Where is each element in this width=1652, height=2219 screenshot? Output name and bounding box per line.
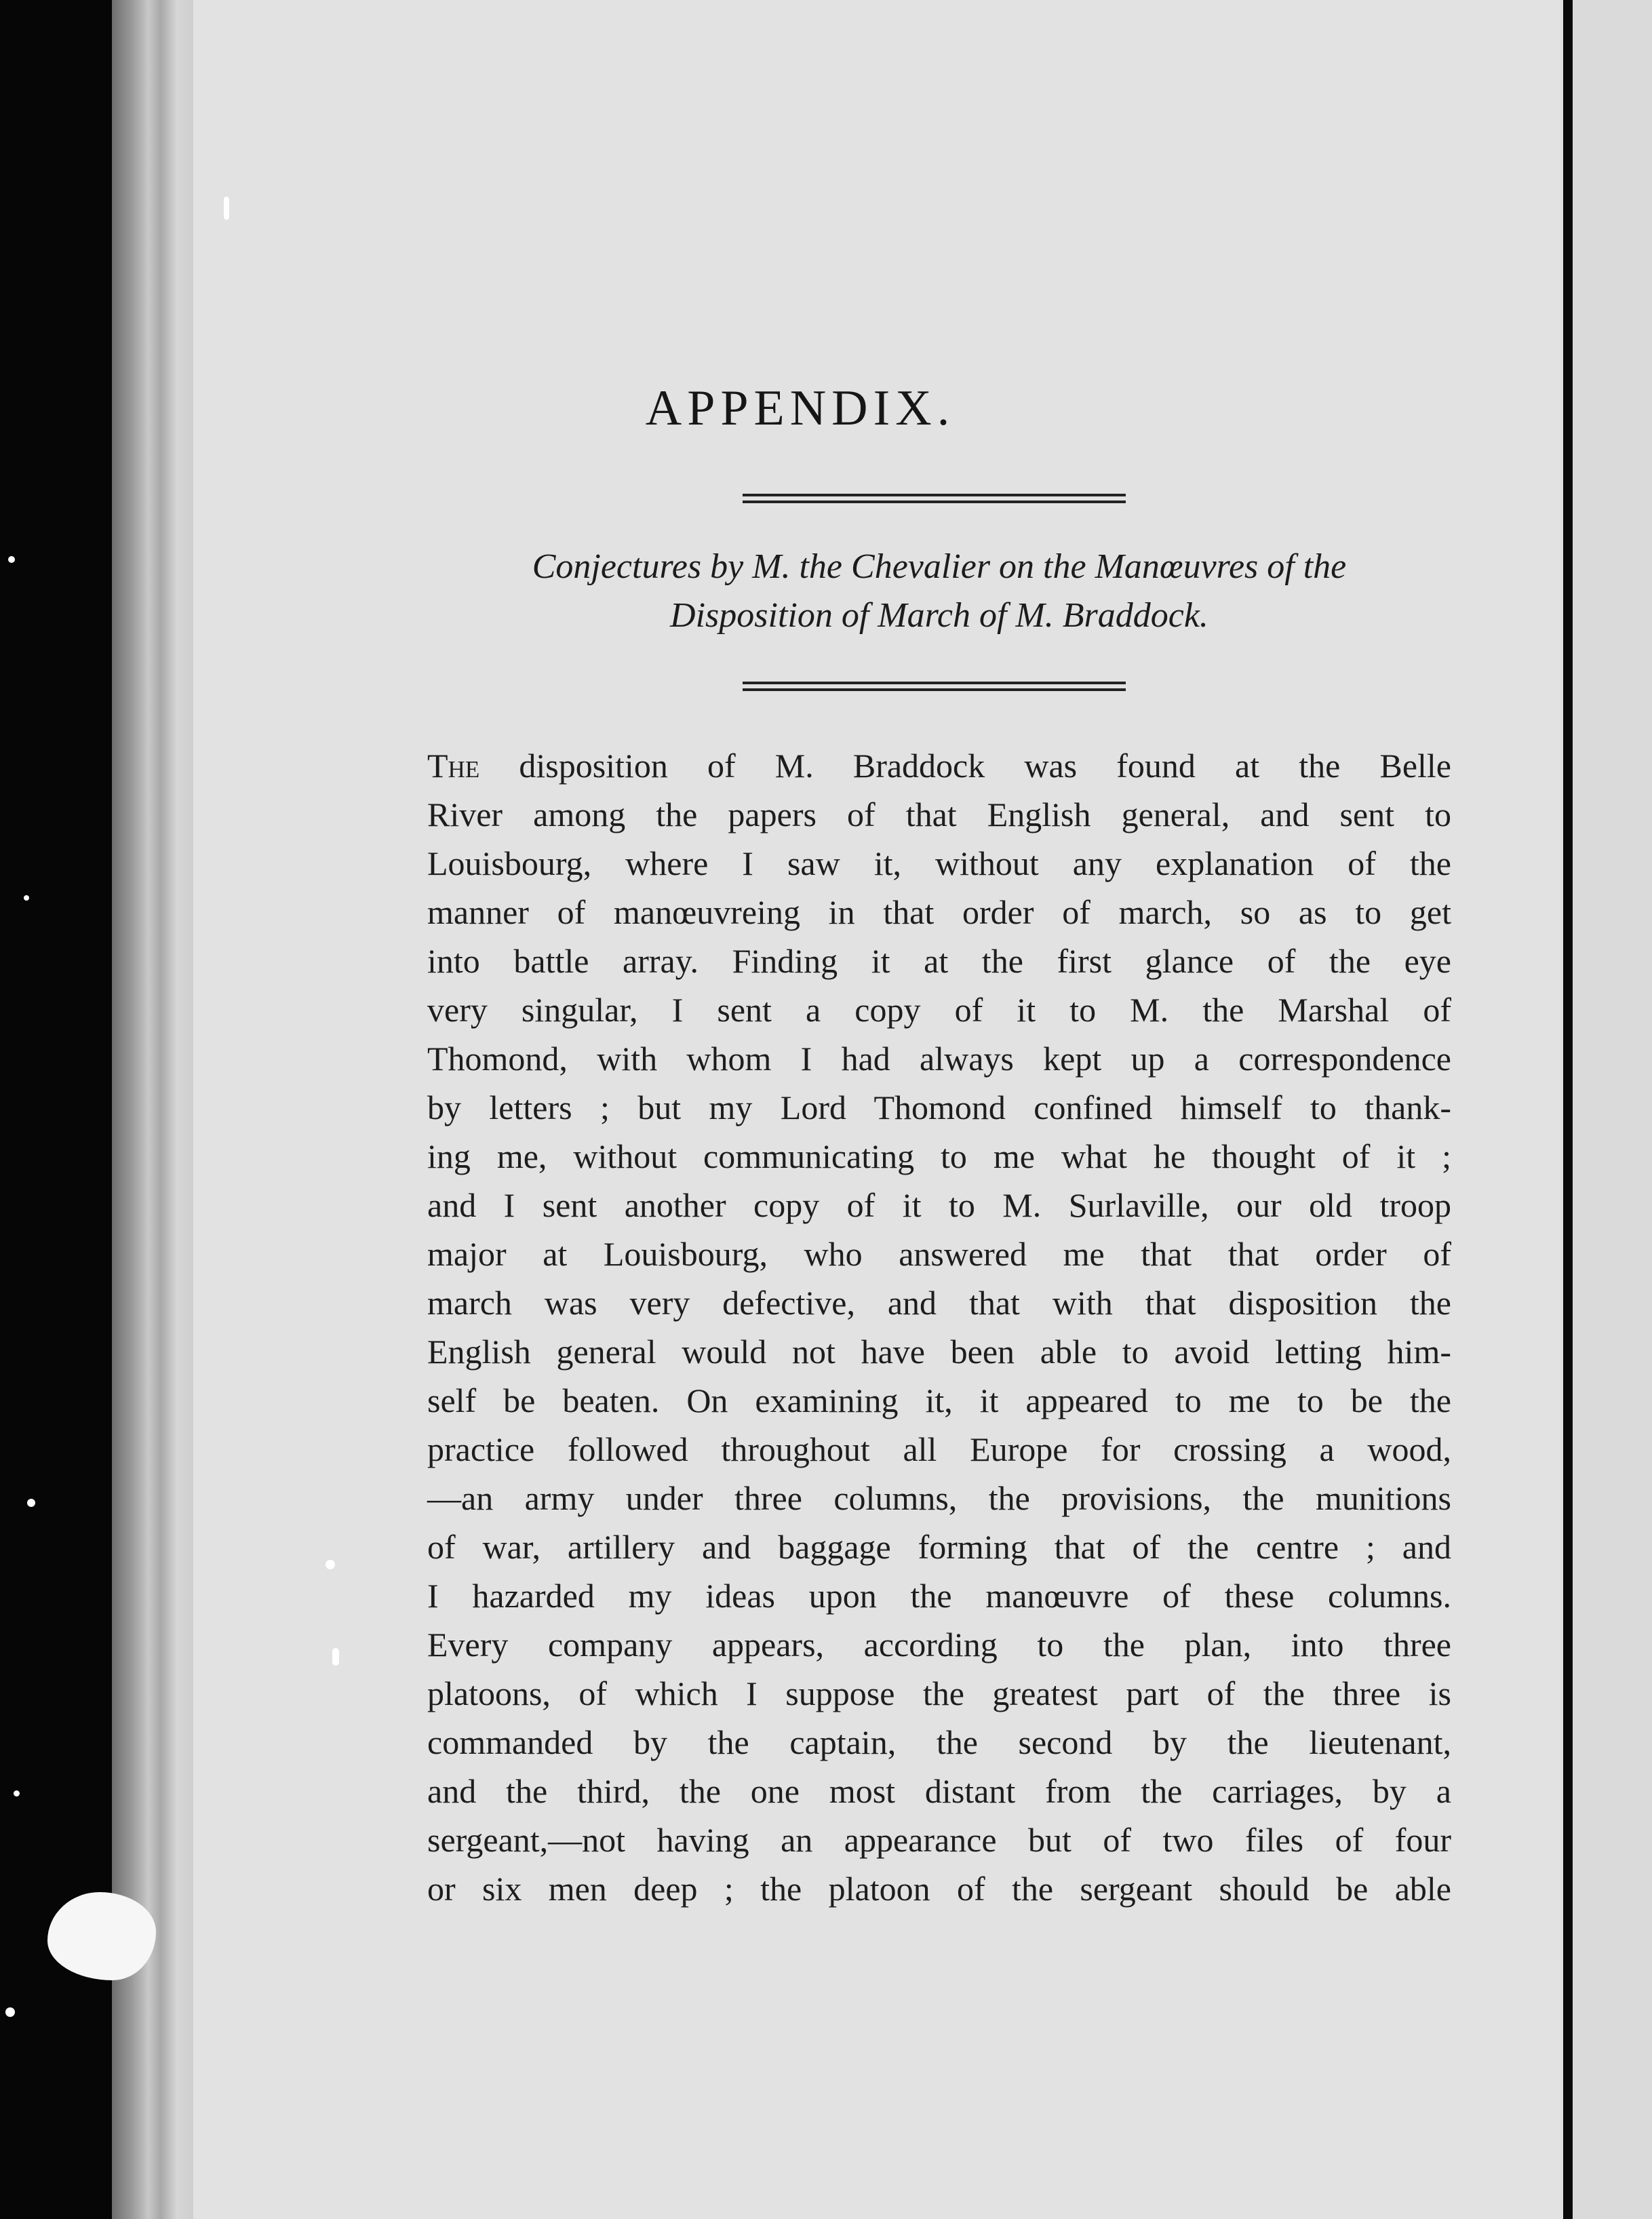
body-line: march was very defective, and that with that disposition the bbox=[427, 1284, 1451, 1322]
body-line: I hazarded my ideas upon the manœuvre of these columns. bbox=[427, 1577, 1451, 1615]
body-line: or six men deep ; the platoon of the sergeant should be able bbox=[427, 1870, 1451, 1908]
body-line: Every company appears, according to the plan, into three bbox=[427, 1626, 1451, 1664]
body-line: manner of manœuvreing in that order of march, so as to get bbox=[427, 893, 1451, 931]
title-divider bbox=[743, 494, 1126, 503]
body-line: self be beaten. On examining it, it appeared to me to be the bbox=[427, 1381, 1451, 1419]
body-line: English general would not have been able to avoid letting him- bbox=[427, 1333, 1451, 1371]
page-edge-shadow bbox=[1563, 0, 1573, 2219]
body-line: major at Louisbourg, who answered me that that order of bbox=[427, 1235, 1451, 1273]
dust-speck bbox=[24, 895, 29, 901]
body-line: Thomond, with whom I had always kept up a correspondence bbox=[427, 1040, 1451, 1078]
book-gutter bbox=[112, 0, 193, 2219]
appendix-title: APPENDIX. bbox=[645, 380, 956, 436]
dust-speck bbox=[326, 1560, 335, 1569]
dust-speck bbox=[5, 2007, 15, 2017]
subtitle-line: Disposition of March of M. Braddock. bbox=[670, 596, 1208, 635]
body-line: by letters ; but my Lord Thomond confined himself to thank- bbox=[427, 1088, 1451, 1126]
body-line: commanded by the captain, the second by the lieutenant, bbox=[427, 1723, 1451, 1761]
body-line: Louisbourg, where I saw it, without any explanation of the bbox=[427, 844, 1451, 882]
body-line: platoons, of which I suppose the greatest part of the three is bbox=[427, 1674, 1451, 1712]
body-line: ing me, without communicating to me what he thought of it ; bbox=[427, 1137, 1451, 1175]
body-text bbox=[427, 741, 1451, 1913]
section-subtitle bbox=[424, 543, 1455, 640]
dust-speck bbox=[8, 556, 15, 563]
body-line: of war, artillery and baggage forming that of the centre ; and bbox=[427, 1528, 1451, 1566]
body-line: and I sent another copy of it to M. Surlaville, our old troop bbox=[427, 1186, 1451, 1224]
dust-speck bbox=[224, 197, 229, 220]
paper-damage-spot bbox=[47, 1892, 156, 1980]
subtitle-divider bbox=[743, 682, 1126, 691]
dust-speck bbox=[332, 1648, 339, 1666]
opening-word: The bbox=[427, 747, 480, 785]
subtitle-line: Conjectures by M. the Chevalier on the Manœuvres of the bbox=[532, 547, 1347, 586]
dust-speck bbox=[14, 1790, 20, 1796]
body-line: into battle array. Finding it at the first glance of the eye bbox=[427, 942, 1451, 980]
body-line: practice followed throughout all Europe for crossing a wood, bbox=[427, 1430, 1451, 1468]
body-line: very singular, I sent a copy of it to M. the Marshal of bbox=[427, 991, 1451, 1029]
body-line-text: disposition of M. Braddock was found at the Belle bbox=[519, 747, 1451, 785]
body-line: River among the papers of that English general, and sent to bbox=[427, 796, 1451, 833]
dust-speck bbox=[27, 1499, 35, 1507]
body-line: and the third, the one most distant from the carriages, by a bbox=[427, 1772, 1451, 1810]
body-line bbox=[427, 741, 1451, 790]
body-line: —an army under three columns, the provisions, the munitions bbox=[427, 1479, 1451, 1517]
body-line: sergeant,—not having an appearance but of two files of four bbox=[427, 1821, 1451, 1859]
adjacent-page-strip bbox=[1573, 0, 1652, 2219]
